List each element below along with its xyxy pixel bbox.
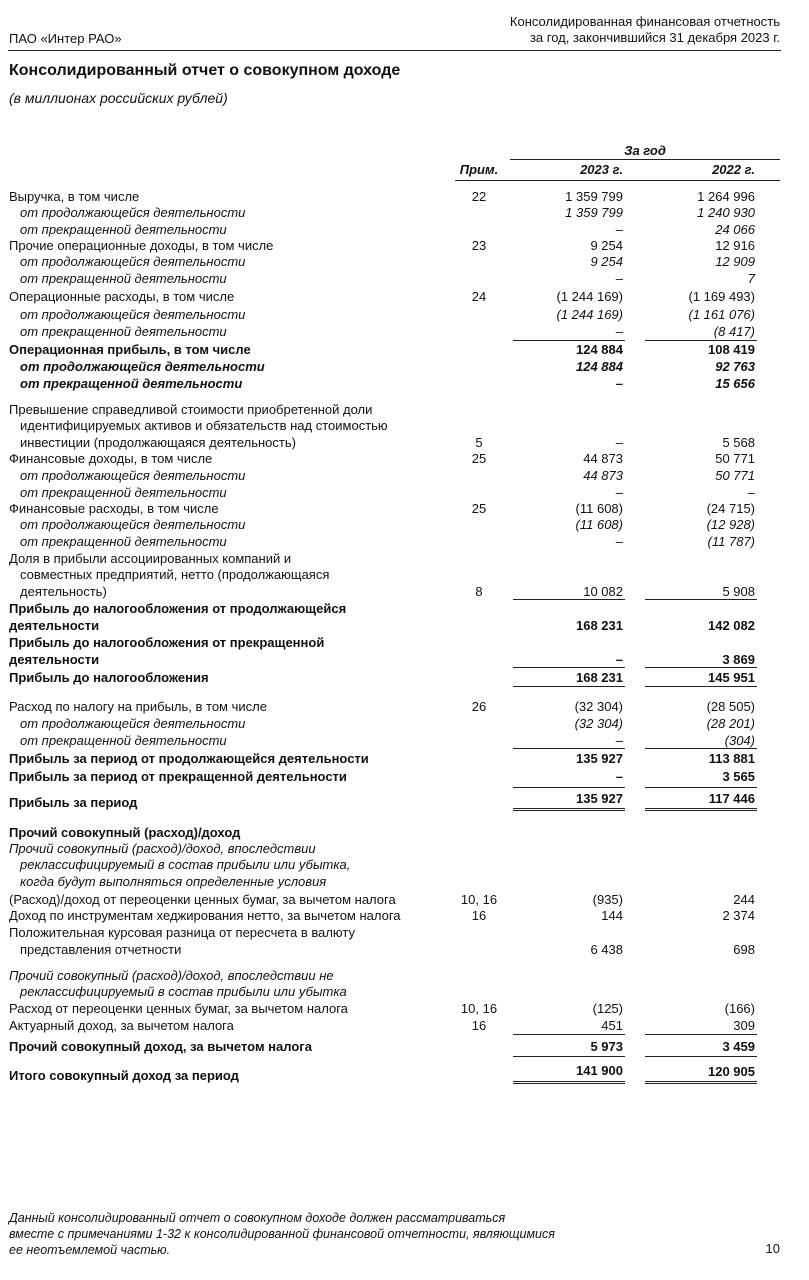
- row-value-2023: 1 359 799: [565, 189, 623, 204]
- row-value-2022: (1 161 076): [688, 307, 755, 322]
- page-subtitle: (в миллионах российских рублей): [9, 90, 228, 106]
- row-value-2022: 3 565: [722, 769, 755, 784]
- row-value-2023: 6 438: [590, 942, 623, 957]
- row-value-2022: (11 787): [707, 534, 755, 549]
- row-value-2023: 9 254: [590, 254, 623, 269]
- row-value-2023: –: [615, 435, 623, 450]
- row-value-2022: 698: [733, 942, 755, 957]
- report-title-line: Консолидированная финансовая отчетность: [509, 14, 780, 29]
- row-value-2022: (304): [724, 733, 755, 748]
- row-value-2022: 7: [747, 271, 755, 286]
- row-value-2023: 144: [601, 908, 623, 923]
- row-note: 26: [471, 699, 487, 714]
- row-label: совместных предприятий, нетто (продолжающаяся: [20, 567, 330, 582]
- row-value-2023: 5 973: [590, 1039, 623, 1054]
- subtotal-rule: [513, 667, 625, 668]
- row-value-2022: 12 909: [715, 254, 755, 269]
- row-value-2022: 117 446: [708, 791, 755, 806]
- row-value-2022: 5 568: [722, 435, 755, 450]
- total-double-rule: [645, 1081, 757, 1084]
- row-label: Положительная курсовая разница от пересчета в валюту: [9, 925, 355, 940]
- row-value-2023: 124 884: [576, 342, 623, 357]
- row-note: 16: [471, 908, 487, 923]
- row-value-2023: (1 244 169): [556, 289, 623, 304]
- subtotal-rule: [513, 1056, 625, 1057]
- row-value-2022: 108 419: [708, 342, 755, 357]
- row-value-2022: 113 881: [708, 751, 755, 766]
- row-note: 25: [471, 451, 487, 466]
- row-note: 5: [475, 435, 483, 450]
- row-value-2022: (28 201): [706, 716, 755, 731]
- row-value-2022: 50 771: [715, 468, 755, 483]
- row-label: от продолжающейся деятельности: [20, 205, 246, 220]
- row-value-2023: (125): [592, 1001, 623, 1016]
- subtotal-rule: [645, 686, 757, 687]
- row-label: Финансовые доходы, в том числе: [9, 451, 213, 466]
- row-value-2023: 44 873: [583, 451, 623, 466]
- row-value-2022: 24 066: [715, 222, 755, 237]
- row-value-2022: (1 169 493): [688, 289, 755, 304]
- subtotal-rule: [645, 748, 757, 749]
- row-value-2023: 168 231: [576, 670, 623, 685]
- row-value-2023: –: [615, 733, 623, 748]
- note-column-header: Прим.: [459, 162, 499, 177]
- row-value-2023: 135 927: [576, 751, 623, 766]
- subtotal-rule: [645, 667, 757, 668]
- row-value-2022: 92 763: [715, 359, 755, 374]
- row-note: 22: [471, 189, 487, 204]
- row-value-2022: 142 082: [708, 618, 755, 633]
- row-label: Доход по инструментам хеджирования нетто, за вычетом налога: [9, 908, 401, 923]
- subtotal-rule: [513, 686, 625, 687]
- row-value-2023: 141 900: [576, 1063, 623, 1078]
- row-label: Итого совокупный доход за период: [9, 1068, 239, 1083]
- row-value-2023: –: [615, 485, 623, 500]
- row-value-2023: 135 927: [576, 791, 623, 806]
- row-value-2022: (24 715): [706, 501, 755, 516]
- row-value-2022: 5 908: [722, 584, 755, 599]
- row-label: от продолжающейся деятельности: [20, 307, 246, 322]
- row-label: Операционные расходы, в том числе: [9, 289, 235, 304]
- row-value-2022: 2 374: [722, 908, 755, 923]
- row-label: Прочие операционные доходы, в том числе: [9, 238, 274, 253]
- row-value-2022: (8 417): [713, 324, 755, 339]
- row-label: Выручка, в том числе: [9, 189, 140, 204]
- row-label: от продолжающейся деятельности: [20, 517, 246, 532]
- row-label: Операционная прибыль, в том числе: [9, 342, 251, 357]
- subtotal-rule: [645, 599, 757, 600]
- total-double-rule: [513, 808, 625, 811]
- row-label: деятельности: [9, 652, 100, 667]
- row-label: Расход по налогу на прибыль, в том числе: [9, 699, 267, 714]
- row-label: Прибыль до налогообложения от прекращенной: [9, 635, 325, 650]
- row-value-2022: 145 951: [708, 670, 755, 685]
- subtotal-rule: [513, 1034, 625, 1035]
- row-note: 10, 16: [460, 892, 498, 907]
- row-note: 23: [471, 238, 487, 253]
- company-name: ПАО «Интер РАО»: [9, 31, 122, 46]
- subtotal-rule: [645, 1034, 757, 1035]
- row-label: (Расход)/доход от переоценки ценных бумаг, за вычетом налога: [9, 892, 396, 907]
- row-label: от прекращенной деятельности: [20, 733, 227, 748]
- row-label: деятельность): [20, 584, 107, 599]
- row-label: от прекращенной деятельности: [20, 324, 227, 339]
- row-value-2023: (11 608): [575, 501, 623, 516]
- subtotal-rule: [513, 748, 625, 749]
- row-label: когда будут выполняться определенные условия: [20, 874, 327, 889]
- row-value-2023: 44 873: [583, 468, 623, 483]
- subtotal-rule: [645, 1056, 757, 1057]
- row-value-2023: 451: [601, 1018, 623, 1033]
- footer-line: ее неотъемлемой частью.: [9, 1243, 171, 1257]
- row-value-2023: 10 082: [583, 584, 623, 599]
- row-value-2022: 12 916: [715, 238, 755, 253]
- row-label: Расход от переоценки ценных бумаг, за вычетом налога: [9, 1001, 348, 1016]
- total-double-rule: [513, 1081, 625, 1084]
- subtotal-rule: [513, 340, 625, 341]
- row-value-2023: (32 304): [574, 699, 623, 714]
- row-label: от продолжающейся деятельности: [20, 254, 246, 269]
- row-value-2023: (32 304): [574, 716, 623, 731]
- footer-note: [9, 1210, 649, 1258]
- row-label: представления отчетности: [20, 942, 182, 957]
- row-label: Прибыль до налогообложения: [9, 670, 209, 685]
- row-value-2023: 9 254: [590, 238, 623, 253]
- row-label: Превышение справедливой стоимости приобретенной доли: [9, 402, 373, 417]
- row-value-2022: (166): [724, 1001, 755, 1016]
- row-label: Доля в прибыли ассоциированных компаний и: [9, 551, 292, 566]
- row-label: Прибыль за период от прекращенной деятельности: [9, 769, 347, 784]
- row-label: Актуарный доход, за вычетом налога: [9, 1018, 234, 1033]
- report-period-line: за год, закончившийся 31 декабря 2023 г.: [529, 30, 780, 45]
- row-label: от прекращенной деятельности: [20, 485, 227, 500]
- row-label: Прочий совокупный (расход)/доход: [9, 825, 241, 840]
- row-label: от прекращенной деятельности: [20, 534, 227, 549]
- row-value-2023: –: [615, 534, 623, 549]
- row-label: от прекращенной деятельности: [20, 376, 243, 391]
- row-label: реклассифицируемый в состав прибыли или убытка: [20, 984, 347, 999]
- row-value-2022: 120 905: [708, 1064, 755, 1079]
- year-2023-column-header: 2023 г.: [580, 162, 623, 177]
- row-value-2023: (1 244 169): [556, 307, 623, 322]
- row-label: от продолжающейся деятельности: [20, 468, 246, 483]
- row-value-2022: 50 771: [715, 451, 755, 466]
- row-value-2023: –: [615, 769, 623, 784]
- row-value-2023: 168 231: [576, 618, 623, 633]
- row-label: от прекращенной деятельности: [20, 222, 227, 237]
- row-label: Прибыль за период: [9, 795, 138, 810]
- total-double-rule: [645, 808, 757, 811]
- row-label: реклассифицируемый в состав прибыли или убытка,: [20, 857, 351, 872]
- row-value-2023: 1 359 799: [565, 205, 623, 220]
- row-value-2022: (28 505): [706, 699, 755, 714]
- page-title: Консолидированный отчет о совокупном доходе: [9, 62, 401, 79]
- row-value-2023: (11 608): [575, 517, 623, 532]
- subtotal-rule: [513, 787, 625, 788]
- row-value-2023: –: [615, 271, 623, 286]
- subtotal-rule: [645, 340, 757, 341]
- footer-line: вместе с примечаниями 1-32 к консолидированной финансовой отчетности, являющимися: [9, 1227, 555, 1241]
- row-label: от продолжающейся деятельности: [20, 359, 265, 374]
- row-note: 24: [471, 289, 487, 304]
- page-number: 10: [765, 1241, 780, 1256]
- row-value-2022: –: [747, 485, 755, 500]
- row-label: деятельности: [9, 618, 100, 633]
- row-value-2022: 1 264 996: [697, 189, 755, 204]
- row-label: Прибыль за период от продолжающейся деятельности: [9, 751, 369, 766]
- row-value-2022: 244: [733, 892, 755, 907]
- row-value-2022: (12 928): [706, 517, 755, 532]
- row-value-2023: –: [615, 324, 623, 339]
- row-note: 16: [471, 1018, 487, 1033]
- row-label: Прочий совокупный доход, за вычетом налога: [9, 1039, 312, 1054]
- row-value-2023: 124 884: [576, 359, 623, 374]
- row-label: Прочий совокупный (расход)/доход, впоследствии не: [9, 968, 334, 983]
- row-value-2022: 309: [733, 1018, 755, 1033]
- row-label: инвестиции (продолжающаяся деятельность): [20, 435, 296, 450]
- row-label: Прочий совокупный (расход)/доход, впоследствии: [9, 841, 316, 856]
- row-label: от прекращенной деятельности: [20, 271, 227, 286]
- row-value-2023: (935): [592, 892, 623, 907]
- row-value-2023: –: [615, 222, 623, 237]
- row-value-2023: –: [615, 376, 623, 391]
- row-value-2023: –: [615, 652, 623, 667]
- year-2022-column-header: 2022 г.: [712, 162, 755, 177]
- row-label: от продолжающейся деятельности: [20, 716, 246, 731]
- row-value-2022: 3 459: [722, 1039, 755, 1054]
- subtotal-rule: [513, 599, 625, 600]
- row-label: идентифицируемых активов и обязательств над стоимостью: [20, 418, 388, 433]
- row-label: Финансовые расходы, в том числе: [9, 501, 219, 516]
- period-column-header: За год: [624, 143, 666, 158]
- row-value-2022: 15 656: [715, 376, 755, 391]
- row-label: Прибыль до налогообложения от продолжающейся: [9, 601, 347, 616]
- row-note: 10, 16: [460, 1001, 498, 1016]
- subtotal-rule: [645, 787, 757, 788]
- row-value-2022: 3 869: [722, 652, 755, 667]
- footer-line: Данный консолидированный отчет о совокупном доходе должен рассматриваться: [9, 1211, 506, 1225]
- row-note: 8: [475, 584, 483, 599]
- row-note: 25: [471, 501, 487, 516]
- row-value-2022: 1 240 930: [697, 205, 755, 220]
